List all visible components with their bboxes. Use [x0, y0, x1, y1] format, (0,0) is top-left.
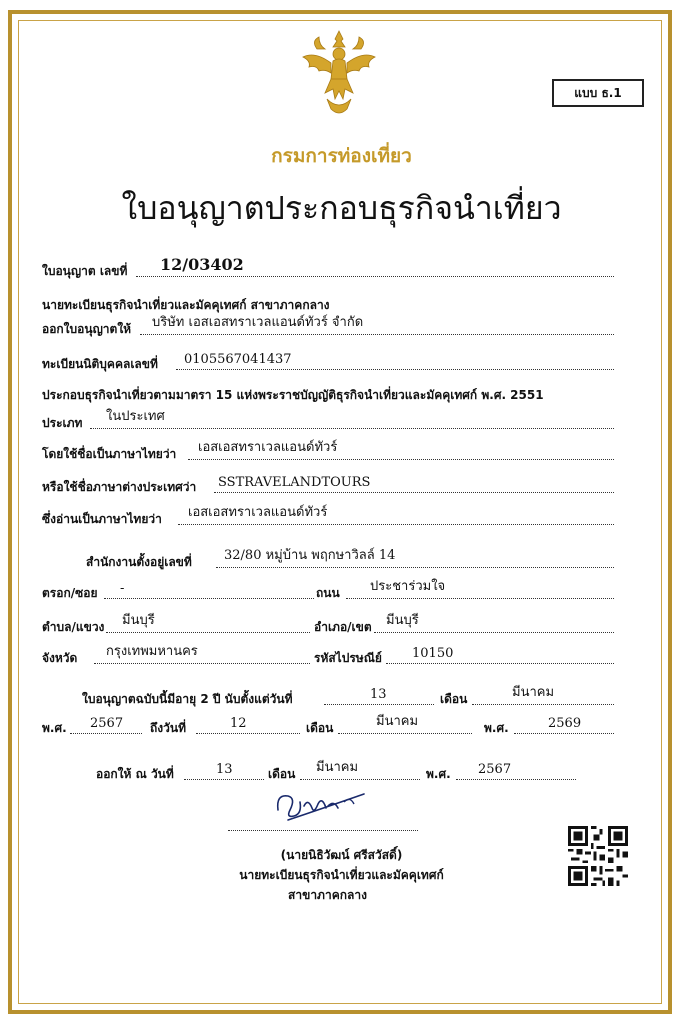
foreign-name-value: SSTRAVELANDTOURS [218, 475, 371, 490]
alley-value: - [120, 581, 125, 596]
license-no-value: 12/03402 [160, 255, 244, 274]
row-issued-to [0, 314, 683, 336]
validity-day: 13 [370, 687, 387, 702]
read-name-value: เอสเอสทราเวลแอนด์ทัวร์ [188, 505, 328, 520]
validity-year-label: พ.ศ. [42, 721, 67, 735]
issued-on-month: มีนาคม [316, 760, 359, 775]
validity-label: ใบอนุญาตฉบับนี้มีอายุ 2 ปี นับตั้งแต่วันที่ [82, 692, 293, 706]
juristic-no-value: 0105567041437 [184, 352, 292, 367]
row-read-name [0, 504, 683, 526]
office-label: สำนักงานตั้งอยู่เลขที่ [86, 555, 192, 569]
form-code-box [552, 79, 644, 107]
until-year: 2569 [548, 716, 582, 731]
province-value: กรุงเทพมหานคร [106, 644, 198, 659]
until-label: ถึงวันที่ [150, 721, 186, 735]
district-label: อำเภอ/เขต [314, 620, 372, 634]
dotted-line [214, 492, 614, 493]
signatory-branch: สาขาภาคกลาง [288, 888, 367, 902]
thai-name-label: โดยใช้ชื่อเป็นภาษาไทยว่า [42, 447, 177, 461]
row-province-postcode [0, 643, 683, 665]
dotted-line [90, 428, 614, 429]
issued-to-value: บริษัท เอสเอสทราเวลแอนด์ทัวร์ จำกัด [152, 315, 364, 330]
juristic-no-label: ทะเบียนนิติบุคคลเลขที่ [42, 357, 158, 371]
province-label: จังหวัด [42, 651, 78, 665]
row-foreign-name [0, 472, 683, 494]
issued-on-year: 2567 [478, 762, 512, 777]
document-title: ใบอนุญาตประกอบธุรกิจนำเที่ยว [121, 189, 562, 227]
postcode-value: 10150 [412, 646, 454, 661]
dotted-line [184, 779, 264, 780]
read-name-label: ซึ่งอ่านเป็นภาษาไทยว่า [42, 512, 162, 526]
dotted-line [346, 598, 614, 599]
dotted-line [188, 459, 614, 460]
row-office [0, 547, 683, 569]
issued-on-label: ออกให้ ณ วันที่ [96, 767, 174, 781]
dotted-line [140, 334, 614, 335]
postcode-label: รหัสไปรษณีย์ [314, 651, 382, 665]
row-alley-road [0, 578, 683, 600]
dotted-line [176, 369, 614, 370]
signatory-position: นายทะเบียนธุรกิจนำเที่ยวและมัคคุเทศก์ [239, 868, 444, 882]
form-code-text: แบบ ธ.1 [574, 85, 622, 100]
foreign-name-label: หรือใช้ชื่อภาษาต่างประเทศว่า [42, 480, 197, 494]
issued-on-month-label: เดือน [268, 767, 296, 781]
row-act [0, 382, 683, 404]
subdistrict-label: ตำบล/แขวง [42, 620, 105, 634]
dotted-line [338, 733, 472, 734]
row-issued-on [0, 759, 683, 781]
validity-month: มีนาคม [512, 685, 555, 700]
signature-line [228, 830, 418, 831]
row-category [0, 408, 683, 430]
issued-on-day: 13 [216, 762, 233, 777]
road-value: ประชาร่วมใจ [370, 579, 446, 594]
category-value: ในประเทศ [106, 409, 165, 424]
dotted-line [324, 704, 434, 705]
validity-month-label: เดือน [440, 692, 468, 706]
road-label: ถนน [316, 586, 340, 600]
row-validity-to [0, 713, 683, 735]
row-validity-from [0, 684, 683, 706]
dotted-line [216, 567, 614, 568]
dotted-line [514, 733, 614, 734]
dotted-line [472, 704, 614, 705]
dotted-line [136, 276, 614, 277]
qr-code-icon [568, 826, 628, 886]
until-day: 12 [230, 716, 247, 731]
department-name: กรมการท่องเที่ยว [271, 145, 412, 167]
signatory-name: (นายนิธิวัฒน์ ศรีสวัสดิ์) [280, 848, 403, 862]
row-thai-name [0, 439, 683, 461]
alley-label: ตรอก/ซอย [42, 586, 98, 600]
office-value: 32/80 หมู่บ้าน พฤกษาวิลล์ 14 [224, 548, 396, 563]
issued-on-year-label: พ.ศ. [426, 767, 451, 781]
district-value: มีนบุรี [386, 613, 419, 628]
dotted-line [104, 598, 314, 599]
dotted-line [106, 632, 310, 633]
dotted-line [178, 524, 614, 525]
subdistrict-value: มีนบุรี [122, 613, 155, 628]
until-month: มีนาคม [376, 714, 419, 729]
until-year-label: พ.ศ. [484, 721, 509, 735]
dotted-line [456, 779, 576, 780]
signature-icon [268, 780, 378, 828]
validity-year: 2567 [90, 716, 124, 731]
license-no-label: ใบอนุญาต เลขที่ [42, 264, 128, 278]
dotted-line [70, 733, 142, 734]
act-line: ประกอบธุรกิจนำเที่ยวตามมาตรา 15 แห่งพระราชบัญญัติธุรกิจนำเที่ยวและมัคคุเทศก์ พ.ศ. 2551 [42, 388, 544, 402]
row-license-no [0, 256, 683, 278]
thai-name-value: เอสเอสทราเวลแอนด์ทัวร์ [198, 440, 338, 455]
dotted-line [374, 632, 614, 633]
category-label: ประเภท [42, 416, 83, 430]
dotted-line [94, 663, 310, 664]
dotted-line [386, 663, 614, 664]
registrar-line: นายทะเบียนธุรกิจนำเที่ยวและมัคคุเทศก์ สาขาภาคกลาง [42, 298, 330, 312]
until-month-label: เดือน [306, 721, 334, 735]
row-subdistrict-district [0, 612, 683, 634]
garuda-emblem-icon [297, 27, 381, 119]
row-juristic-no [0, 349, 683, 371]
issued-to-label: ออกใบอนุญาตให้ [42, 322, 132, 336]
dotted-line [196, 733, 300, 734]
